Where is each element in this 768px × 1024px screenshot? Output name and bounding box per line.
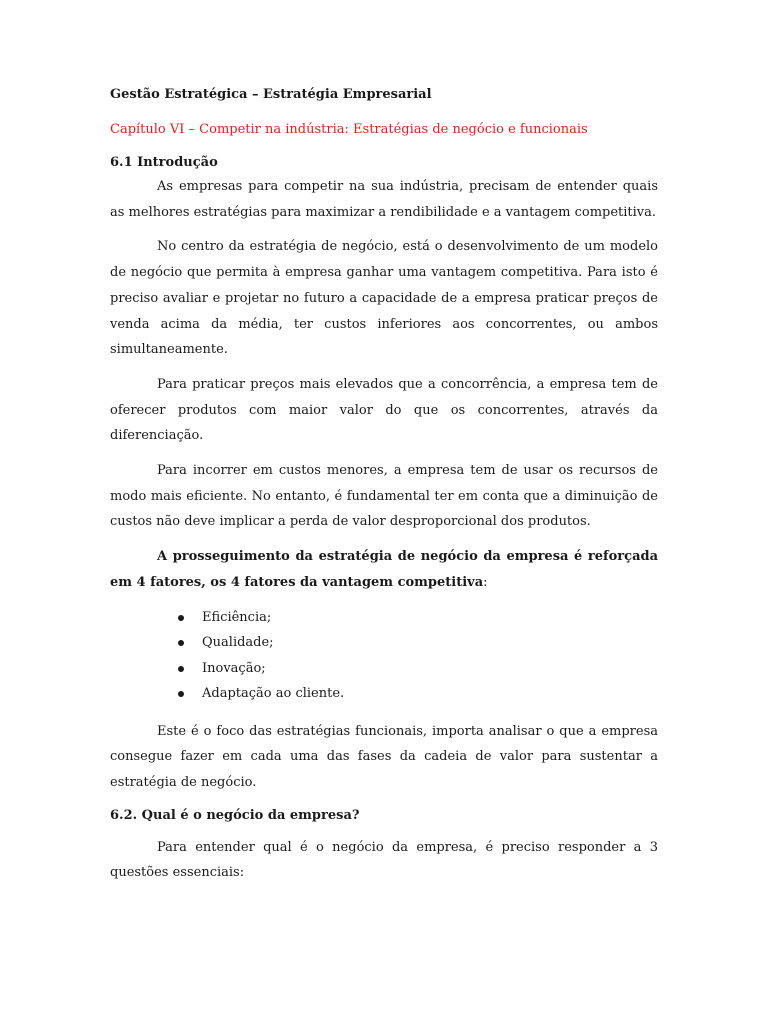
paragraph-3: Para praticar preços mais elevados que a concorrência, a empresa tem de oferecer produtos com maior valor do que os concorrentes, através da diferenciação.	[110, 376, 658, 444]
list-item-label: Inovação;	[202, 660, 266, 676]
document-title: Gestão Estratégica – Estratégia Empresarial	[110, 87, 432, 102]
list-item	[178, 656, 658, 682]
paragraph-closing: Este é o foco das estratégias funcionais, importa analisar o que a empresa consegue fazer em cada uma das fases da cadeia de valor para sustentar a estratégia de negócio.	[110, 723, 658, 790]
bullet-icon	[178, 666, 184, 672]
bullet-icon	[178, 615, 184, 621]
list-item	[178, 605, 658, 631]
bold-paragraph-suffix: :	[483, 574, 488, 590]
section-heading-introducao: 6.1 Introdução	[110, 155, 218, 170]
bold-paragraph-text: A prosseguimento da estratégia de negócio da empresa é reforçada em 4 fatores, os 4 fatores da vantagem competitiva	[110, 549, 658, 590]
list-item	[178, 630, 658, 656]
paragraph-4: Para incorrer em custos menores, a empresa tem de usar os recursos de modo mais eficiente. No entanto, é fundamental ter em conta que a diminuição de custos não deve implicar a perda de valor desproporcional dos produtos.	[110, 463, 658, 530]
list-item-label: Qualidade;	[202, 635, 274, 651]
section-heading-negocio: 6.2. Qual é o negócio da empresa?	[110, 807, 360, 823]
bullet-icon	[178, 691, 184, 697]
paragraph-section-2: Para entender qual é o negócio da empresa, é preciso responder a 3 questões essenciais:	[110, 839, 658, 881]
competitive-factors-list	[110, 605, 658, 707]
chapter-title: Capítulo VI – Competir na indústria: Estratégias de negócio e funcionais	[110, 122, 588, 137]
paragraph-1: As empresas para competir na sua indústria, precisam de entender quais as melhores estratégias para maximizar a rendibilidade e a vantagem competitiva.	[110, 179, 658, 220]
bullet-icon	[178, 640, 184, 646]
paragraph-bold	[110, 544, 658, 595]
list-item	[178, 681, 658, 707]
list-item-label: Eficiência;	[202, 609, 272, 625]
list-item-label: Adaptação ao cliente.	[202, 686, 345, 702]
paragraph-2: No centro da estratégia de negócio, está o desenvolvimento de um modelo de negócio que permita à empresa ganhar uma vantagem competitiva. Para isto é preciso avaliar e projetar no futuro a capacidade de a empresa praticar preços de venda acima da média, ter custos inferiores aos concorrentes, ou ambos simultaneamente.	[110, 239, 658, 358]
